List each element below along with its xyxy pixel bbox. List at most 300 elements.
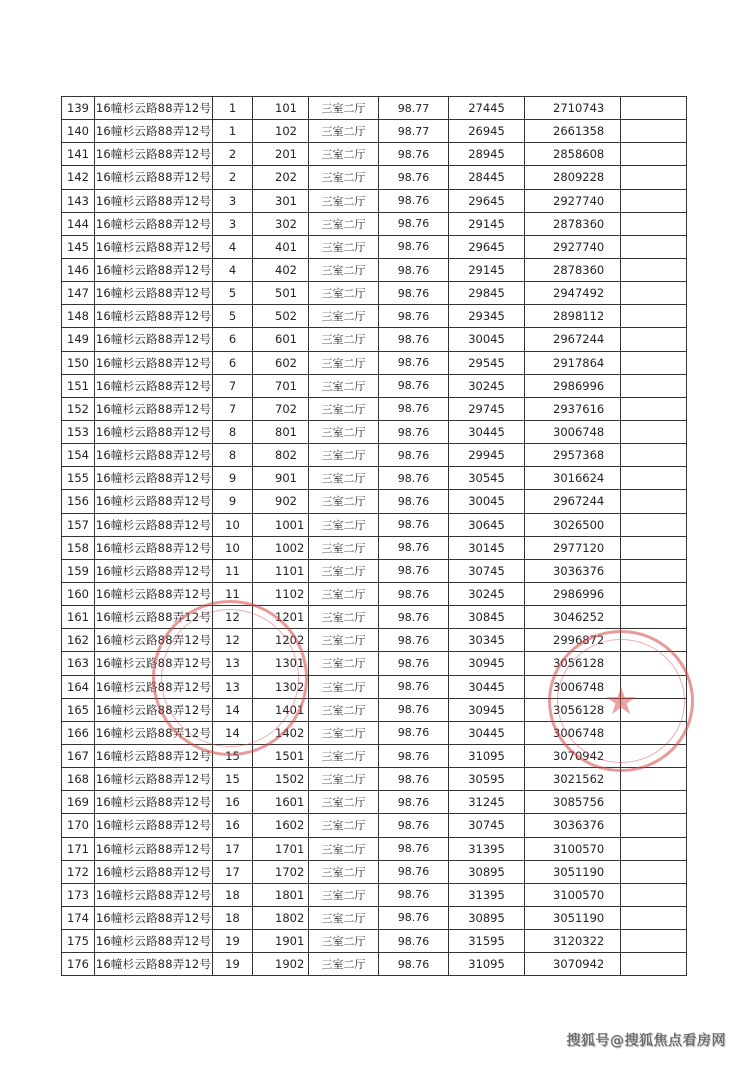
layout-type-cell: 三室二厅: [309, 559, 379, 582]
table-row: [62, 490, 687, 513]
remark-cell: [621, 397, 687, 420]
address-cell: 16幢杉云路88弄12号: [95, 513, 213, 536]
unit-price-cell: 30645: [449, 513, 525, 536]
unit-number-cell: 1102: [253, 582, 309, 605]
row-number-cell: 157: [62, 513, 95, 536]
table-row: [62, 328, 687, 351]
layout-type-cell: 三室二厅: [309, 397, 379, 420]
table-row: [62, 120, 687, 143]
floor-cell: 9: [213, 467, 253, 490]
address-cell: 16幢杉云路88弄12号: [95, 768, 213, 791]
layout-type-cell: 三室二厅: [309, 721, 379, 744]
total-price-cell: 3006748: [525, 675, 621, 698]
price-table: [61, 96, 687, 976]
address-cell: 16幢杉云路88弄12号: [95, 420, 213, 443]
table-row: [62, 930, 687, 953]
table-row: [62, 212, 687, 235]
unit-price-cell: 29345: [449, 305, 525, 328]
address-cell: 16幢杉云路88弄12号: [95, 120, 213, 143]
unit-number-cell: 1001: [253, 513, 309, 536]
row-number-cell: 169: [62, 791, 95, 814]
remark-cell: [621, 906, 687, 929]
remark-cell: [621, 420, 687, 443]
layout-type-cell: 三室二厅: [309, 582, 379, 605]
total-price-cell: 3021562: [525, 768, 621, 791]
unit-number-cell: 102: [253, 120, 309, 143]
unit-price-cell: 29645: [449, 235, 525, 258]
row-number-cell: 164: [62, 675, 95, 698]
total-price-cell: 3026500: [525, 513, 621, 536]
row-number-cell: 170: [62, 814, 95, 837]
unit-number-cell: 402: [253, 258, 309, 281]
unit-price-cell: 31095: [449, 953, 525, 976]
unit-price-cell: 30245: [449, 582, 525, 605]
table-row: [62, 906, 687, 929]
unit-number-cell: 101: [253, 97, 309, 120]
address-cell: 16幢杉云路88弄12号: [95, 721, 213, 744]
remark-cell: [621, 490, 687, 513]
address-cell: 16幢杉云路88弄12号: [95, 212, 213, 235]
remark-cell: [621, 189, 687, 212]
unit-number-cell: 1501: [253, 744, 309, 767]
unit-price-cell: 30245: [449, 374, 525, 397]
row-number-cell: 175: [62, 930, 95, 953]
row-number-cell: 162: [62, 629, 95, 652]
floor-cell: 13: [213, 652, 253, 675]
remark-cell: [621, 513, 687, 536]
layout-type-cell: 三室二厅: [309, 883, 379, 906]
remark-cell: [621, 374, 687, 397]
unit-number-cell: 1101: [253, 559, 309, 582]
layout-type-cell: 三室二厅: [309, 513, 379, 536]
layout-type-cell: 三室二厅: [309, 606, 379, 629]
remark-cell: [621, 536, 687, 559]
table-row: [62, 305, 687, 328]
address-cell: 16幢杉云路88弄12号: [95, 906, 213, 929]
floor-cell: 19: [213, 930, 253, 953]
floor-cell: 7: [213, 374, 253, 397]
row-number-cell: 152: [62, 397, 95, 420]
watermark: 搜狐号@搜狐焦点看房网: [566, 1033, 726, 1049]
unit-number-cell: 701: [253, 374, 309, 397]
unit-price-cell: 29545: [449, 351, 525, 374]
total-price-cell: 3036376: [525, 559, 621, 582]
remark-cell: [621, 652, 687, 675]
area-cell: 98.76: [379, 930, 449, 953]
address-cell: 16幢杉云路88弄12号: [95, 953, 213, 976]
total-price-cell: 2947492: [525, 282, 621, 305]
area-cell: 98.76: [379, 768, 449, 791]
total-price-cell: 3051190: [525, 906, 621, 929]
layout-type-cell: 三室二厅: [309, 837, 379, 860]
table-row: [62, 97, 687, 120]
table-row: [62, 768, 687, 791]
floor-cell: 3: [213, 189, 253, 212]
remark-cell: [621, 791, 687, 814]
total-price-cell: 2967244: [525, 490, 621, 513]
row-number-cell: 151: [62, 374, 95, 397]
star-icon: ★: [603, 679, 639, 723]
unit-price-cell: 30445: [449, 675, 525, 698]
unit-number-cell: 1301: [253, 652, 309, 675]
address-cell: 16幢杉云路88弄12号: [95, 860, 213, 883]
area-cell: 98.76: [379, 467, 449, 490]
remark-cell: [621, 559, 687, 582]
row-number-cell: 176: [62, 953, 95, 976]
unit-price-cell: 26945: [449, 120, 525, 143]
address-cell: 16幢杉云路88弄12号: [95, 397, 213, 420]
layout-type-cell: 三室二厅: [309, 768, 379, 791]
floor-cell: 12: [213, 606, 253, 629]
table-row: [62, 744, 687, 767]
total-price-cell: 2986996: [525, 374, 621, 397]
unit-number-cell: 1701: [253, 837, 309, 860]
address-cell: 16幢杉云路88弄12号: [95, 282, 213, 305]
table-row: [62, 444, 687, 467]
layout-type-cell: 三室二厅: [309, 143, 379, 166]
row-number-cell: 150: [62, 351, 95, 374]
row-number-cell: 155: [62, 467, 95, 490]
layout-type-cell: 三室二厅: [309, 860, 379, 883]
table-row: [62, 420, 687, 443]
layout-type-cell: 三室二厅: [309, 374, 379, 397]
area-cell: 98.76: [379, 860, 449, 883]
row-number-cell: 160: [62, 582, 95, 605]
total-price-cell: 3016624: [525, 467, 621, 490]
address-cell: 16幢杉云路88弄12号: [95, 652, 213, 675]
layout-type-cell: 三室二厅: [309, 420, 379, 443]
remark-cell: [621, 305, 687, 328]
floor-cell: 19: [213, 953, 253, 976]
table-row: [62, 282, 687, 305]
unit-price-cell: 31095: [449, 744, 525, 767]
remark-cell: [621, 235, 687, 258]
unit-price-cell: 29145: [449, 212, 525, 235]
floor-cell: 4: [213, 258, 253, 281]
unit-number-cell: 802: [253, 444, 309, 467]
area-cell: 98.76: [379, 351, 449, 374]
row-number-cell: 161: [62, 606, 95, 629]
layout-type-cell: 三室二厅: [309, 212, 379, 235]
layout-type-cell: 三室二厅: [309, 698, 379, 721]
unit-number-cell: 1801: [253, 883, 309, 906]
total-price-cell: 3046252: [525, 606, 621, 629]
unit-price-cell: 29145: [449, 258, 525, 281]
area-cell: 98.77: [379, 120, 449, 143]
area-cell: 98.76: [379, 953, 449, 976]
unit-number-cell: 1202: [253, 629, 309, 652]
remark-cell: [621, 814, 687, 837]
table-row: [62, 143, 687, 166]
table-row: [62, 166, 687, 189]
unit-number-cell: 1902: [253, 953, 309, 976]
address-cell: 16幢杉云路88弄12号: [95, 675, 213, 698]
floor-cell: 14: [213, 698, 253, 721]
unit-price-cell: 30345: [449, 629, 525, 652]
address-cell: 16幢杉云路88弄12号: [95, 97, 213, 120]
area-cell: 98.76: [379, 698, 449, 721]
unit-price-cell: 30595: [449, 768, 525, 791]
address-cell: 16幢杉云路88弄12号: [95, 258, 213, 281]
area-cell: 98.77: [379, 97, 449, 120]
layout-type-cell: 三室二厅: [309, 953, 379, 976]
table-row: [62, 351, 687, 374]
floor-cell: 17: [213, 837, 253, 860]
table-row: [62, 883, 687, 906]
floor-cell: 11: [213, 582, 253, 605]
area-cell: 98.76: [379, 282, 449, 305]
total-price-cell: 2858608: [525, 143, 621, 166]
table-row: [62, 235, 687, 258]
layout-type-cell: 三室二厅: [309, 189, 379, 212]
row-number-cell: 156: [62, 490, 95, 513]
row-number-cell: 146: [62, 258, 95, 281]
row-number-cell: 158: [62, 536, 95, 559]
address-cell: 16幢杉云路88弄12号: [95, 837, 213, 860]
unit-price-cell: 30895: [449, 906, 525, 929]
total-price-cell: 3051190: [525, 860, 621, 883]
floor-cell: 18: [213, 906, 253, 929]
area-cell: 98.76: [379, 235, 449, 258]
unit-number-cell: 1702: [253, 860, 309, 883]
table-row: [62, 189, 687, 212]
table-row: [62, 374, 687, 397]
floor-cell: 4: [213, 235, 253, 258]
unit-price-cell: 30545: [449, 467, 525, 490]
total-price-cell: 2809228: [525, 166, 621, 189]
total-price-cell: 3070942: [525, 744, 621, 767]
unit-price-cell: 31595: [449, 930, 525, 953]
remark-cell: [621, 675, 687, 698]
total-price-cell: 2986996: [525, 582, 621, 605]
remark-cell: [621, 444, 687, 467]
total-price-cell: 3100570: [525, 883, 621, 906]
remark-cell: [621, 721, 687, 744]
floor-cell: 14: [213, 721, 253, 744]
unit-price-cell: 30745: [449, 814, 525, 837]
total-price-cell: 3006748: [525, 721, 621, 744]
table-row: [62, 652, 687, 675]
address-cell: 16幢杉云路88弄12号: [95, 791, 213, 814]
address-cell: 16幢杉云路88弄12号: [95, 467, 213, 490]
area-cell: 98.76: [379, 189, 449, 212]
address-cell: 16幢杉云路88弄12号: [95, 374, 213, 397]
unit-number-cell: 502: [253, 305, 309, 328]
row-number-cell: 171: [62, 837, 95, 860]
total-price-cell: 2937616: [525, 397, 621, 420]
unit-number-cell: 901: [253, 467, 309, 490]
layout-type-cell: 三室二厅: [309, 536, 379, 559]
remark-cell: [621, 351, 687, 374]
total-price-cell: 3100570: [525, 837, 621, 860]
layout-type-cell: 三室二厅: [309, 305, 379, 328]
row-number-cell: 144: [62, 212, 95, 235]
total-price-cell: 2710743: [525, 97, 621, 120]
layout-type-cell: 三室二厅: [309, 120, 379, 143]
unit-price-cell: 30745: [449, 559, 525, 582]
table-row: [62, 791, 687, 814]
row-number-cell: 166: [62, 721, 95, 744]
floor-cell: 17: [213, 860, 253, 883]
address-cell: 16幢杉云路88弄12号: [95, 744, 213, 767]
remark-cell: [621, 744, 687, 767]
remark-cell: [621, 97, 687, 120]
unit-price-cell: 29745: [449, 397, 525, 420]
remark-cell: [621, 698, 687, 721]
unit-number-cell: 1201: [253, 606, 309, 629]
total-price-cell: 3120322: [525, 930, 621, 953]
row-number-cell: 159: [62, 559, 95, 582]
remark-cell: [621, 883, 687, 906]
floor-cell: 15: [213, 744, 253, 767]
table-row: [62, 860, 687, 883]
table-row: [62, 953, 687, 976]
area-cell: 98.76: [379, 791, 449, 814]
row-number-cell: 147: [62, 282, 95, 305]
layout-type-cell: 三室二厅: [309, 444, 379, 467]
address-cell: 16幢杉云路88弄12号: [95, 606, 213, 629]
unit-number-cell: 602: [253, 351, 309, 374]
total-price-cell: 3070942: [525, 953, 621, 976]
remark-cell: [621, 212, 687, 235]
area-cell: 98.76: [379, 305, 449, 328]
unit-price-cell: 28445: [449, 166, 525, 189]
area-cell: 98.76: [379, 582, 449, 605]
total-price-cell: 2967244: [525, 328, 621, 351]
floor-cell: 3: [213, 212, 253, 235]
table-row: [62, 397, 687, 420]
total-price-cell: 2917864: [525, 351, 621, 374]
address-cell: 16幢杉云路88弄12号: [95, 883, 213, 906]
area-cell: 98.76: [379, 652, 449, 675]
total-price-cell: 2977120: [525, 536, 621, 559]
remark-cell: [621, 467, 687, 490]
price-list-sheet: [61, 96, 686, 976]
layout-type-cell: 三室二厅: [309, 791, 379, 814]
table-row: [62, 814, 687, 837]
unit-price-cell: 30145: [449, 536, 525, 559]
area-cell: 98.76: [379, 814, 449, 837]
remark-cell: [621, 860, 687, 883]
unit-number-cell: 401: [253, 235, 309, 258]
unit-number-cell: 302: [253, 212, 309, 235]
row-number-cell: 153: [62, 420, 95, 443]
address-cell: 16幢杉云路88弄12号: [95, 814, 213, 837]
unit-number-cell: 1901: [253, 930, 309, 953]
total-price-cell: 2661358: [525, 120, 621, 143]
area-cell: 98.76: [379, 328, 449, 351]
table-row: [62, 629, 687, 652]
unit-number-cell: 1502: [253, 768, 309, 791]
unit-number-cell: 202: [253, 166, 309, 189]
table-row: [62, 582, 687, 605]
layout-type-cell: 三室二厅: [309, 744, 379, 767]
unit-price-cell: 30845: [449, 606, 525, 629]
row-number-cell: 165: [62, 698, 95, 721]
remark-cell: [621, 768, 687, 791]
remark-cell: [621, 953, 687, 976]
address-cell: 16幢杉云路88弄12号: [95, 490, 213, 513]
floor-cell: 16: [213, 791, 253, 814]
unit-price-cell: 30945: [449, 652, 525, 675]
row-number-cell: 174: [62, 906, 95, 929]
floor-cell: 15: [213, 768, 253, 791]
floor-cell: 5: [213, 282, 253, 305]
unit-price-cell: 30045: [449, 328, 525, 351]
area-cell: 98.76: [379, 606, 449, 629]
total-price-cell: 3006748: [525, 420, 621, 443]
total-price-cell: 2878360: [525, 258, 621, 281]
layout-type-cell: 三室二厅: [309, 675, 379, 698]
unit-price-cell: 30945: [449, 698, 525, 721]
unit-price-cell: 29945: [449, 444, 525, 467]
floor-cell: 8: [213, 444, 253, 467]
total-price-cell: 2957368: [525, 444, 621, 467]
total-price-cell: 3056128: [525, 652, 621, 675]
unit-number-cell: 801: [253, 420, 309, 443]
total-price-cell: 3036376: [525, 814, 621, 837]
total-price-cell: 2927740: [525, 235, 621, 258]
layout-type-cell: 三室二厅: [309, 351, 379, 374]
area-cell: 98.76: [379, 837, 449, 860]
layout-type-cell: 三室二厅: [309, 235, 379, 258]
total-price-cell: 2878360: [525, 212, 621, 235]
area-cell: 98.76: [379, 397, 449, 420]
layout-type-cell: 三室二厅: [309, 467, 379, 490]
area-cell: 98.76: [379, 513, 449, 536]
floor-cell: 9: [213, 490, 253, 513]
row-number-cell: 172: [62, 860, 95, 883]
total-price-cell: 3056128: [525, 698, 621, 721]
row-number-cell: 145: [62, 235, 95, 258]
address-cell: 16幢杉云路88弄12号: [95, 235, 213, 258]
address-cell: 16幢杉云路88弄12号: [95, 305, 213, 328]
area-cell: 98.76: [379, 721, 449, 744]
address-cell: 16幢杉云路88弄12号: [95, 930, 213, 953]
layout-type-cell: 三室二厅: [309, 906, 379, 929]
area-cell: 98.76: [379, 490, 449, 513]
table-row: [62, 258, 687, 281]
unit-number-cell: 1802: [253, 906, 309, 929]
table-row: [62, 721, 687, 744]
unit-number-cell: 201: [253, 143, 309, 166]
unit-number-cell: 1602: [253, 814, 309, 837]
area-cell: 98.76: [379, 629, 449, 652]
remark-cell: [621, 282, 687, 305]
unit-price-cell: 30045: [449, 490, 525, 513]
floor-cell: 1: [213, 120, 253, 143]
layout-type-cell: 三室二厅: [309, 490, 379, 513]
unit-price-cell: 27445: [449, 97, 525, 120]
unit-number-cell: 1302: [253, 675, 309, 698]
layout-type-cell: 三室二厅: [309, 328, 379, 351]
floor-cell: 6: [213, 351, 253, 374]
row-number-cell: 139: [62, 97, 95, 120]
row-number-cell: 140: [62, 120, 95, 143]
remark-cell: [621, 328, 687, 351]
row-number-cell: 149: [62, 328, 95, 351]
unit-number-cell: 702: [253, 397, 309, 420]
layout-type-cell: 三室二厅: [309, 166, 379, 189]
unit-price-cell: 30895: [449, 860, 525, 883]
floor-cell: 16: [213, 814, 253, 837]
remark-cell: [621, 166, 687, 189]
area-cell: 98.76: [379, 166, 449, 189]
unit-price-cell: 31395: [449, 837, 525, 860]
floor-cell: 10: [213, 513, 253, 536]
row-number-cell: 173: [62, 883, 95, 906]
layout-type-cell: 三室二厅: [309, 930, 379, 953]
